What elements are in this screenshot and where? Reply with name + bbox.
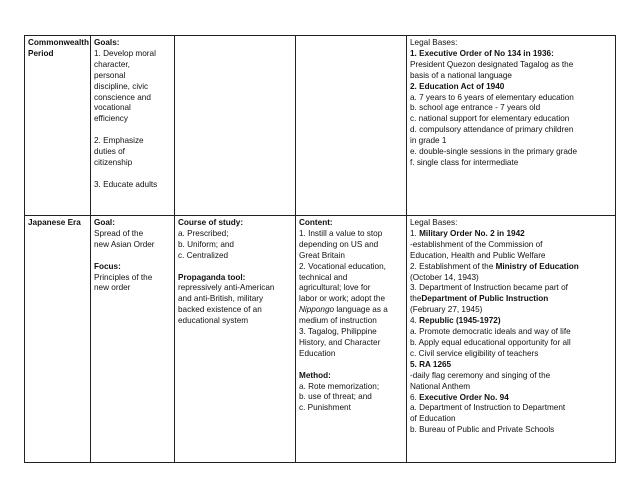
- legal-line: 3. Department of Instruction became part of: [410, 283, 568, 293]
- spacer: [94, 251, 171, 262]
- goals-line: conscience and: [94, 92, 151, 102]
- content-heading: Content:: [299, 218, 333, 227]
- content-line: Education: [299, 348, 336, 358]
- course-line: b. Uniform; and: [178, 239, 234, 249]
- content-cell-empty: [296, 36, 407, 216]
- focus-heading: Focus:: [94, 261, 121, 271]
- propaganda-line: repressively anti-American: [178, 283, 275, 293]
- course-heading: Course of study:: [178, 218, 244, 227]
- legal-line: b. school age entrance - 7 years old: [410, 103, 541, 113]
- goals-heading: Goals:: [94, 38, 120, 47]
- content-line: agricultural; love for: [299, 283, 371, 293]
- goals-line: citizenship: [94, 157, 133, 167]
- legal-line: a. 7 years to 6 years of elementary education: [410, 92, 574, 102]
- executive-order-title: Executive Order No. 94: [419, 392, 509, 402]
- period-label-line: Japanese Era: [28, 218, 81, 227]
- nippongo-rest: language as a: [334, 305, 388, 315]
- goals-line: 2. Emphasize: [94, 136, 144, 146]
- propaganda-line: and anti-British, military: [178, 294, 264, 304]
- legal-line: (October 14, 1943): [410, 272, 479, 282]
- legal-line: b. Apply equal educational opportunity for all: [410, 337, 571, 347]
- legal-bases-cell: [407, 216, 616, 463]
- course-line: c. Centralized: [178, 250, 229, 260]
- course-line: a. Prescribed;: [178, 228, 229, 238]
- legal-line: a. Promote democratic ideals and way of life: [410, 327, 571, 337]
- military-order-title: Military Order No. 2 in 1942: [419, 228, 525, 238]
- content-line-nippongo: [299, 305, 403, 316]
- content-line: labor or work; adopt the: [299, 294, 386, 304]
- content-line: technical and: [299, 272, 348, 282]
- method-line: a. Rote memorization;: [299, 381, 380, 391]
- ministry-title: Ministry of Education: [495, 261, 579, 271]
- goals-line: 1. Develop moral: [94, 48, 156, 58]
- goal-heading: Goal:: [94, 218, 115, 227]
- goals-line: efficiency: [94, 114, 128, 124]
- legal-line: f. single class for intermediate: [410, 157, 519, 167]
- goals-line: character,: [94, 59, 130, 69]
- legal-item-number: 1.: [410, 228, 420, 238]
- legal-heading: Legal Bases:: [410, 218, 458, 227]
- legal-line: National Anthem: [410, 381, 471, 391]
- legal-line: Education, Health and Public Welfare: [410, 250, 546, 260]
- legal-item-title: [410, 229, 612, 240]
- legal-line: of Education: [410, 414, 456, 424]
- content-line: 2. Vocational education,: [299, 261, 386, 271]
- nippongo-term: Nippongo: [299, 305, 335, 315]
- legal-line: President Quezon designated Tagalog as the: [410, 59, 574, 69]
- legal-line: in grade 1: [410, 136, 447, 146]
- period-label-line: Period: [28, 48, 54, 58]
- goals-line: vocational: [94, 103, 131, 113]
- period-label-line: Commonwealth: [28, 38, 89, 47]
- legal-line: a. Department of Instruction to Department: [410, 403, 566, 413]
- goal-line: new Asian Order: [94, 239, 155, 249]
- legal-line: (February 27, 1945): [410, 305, 483, 315]
- legal-bases-cell: [407, 36, 616, 216]
- content-line: History, and Character: [299, 337, 381, 347]
- course-cell: [175, 216, 296, 463]
- propaganda-line: backed existence of an: [178, 305, 262, 315]
- legal-line: d. compulsory attendance of primary children: [410, 125, 574, 135]
- propaganda-heading: Propaganda tool:: [178, 272, 246, 282]
- republic-title: Republic (1945-1972): [419, 316, 501, 326]
- focus-line: new order: [94, 283, 131, 293]
- goals-cell: [91, 36, 175, 216]
- period-cell: [25, 216, 91, 463]
- legal-line: c. national support for elementary education: [410, 114, 570, 124]
- content-line: depending on US and: [299, 239, 379, 249]
- legal-item-title: 1. Executive Order of No 134 in 1936:: [410, 48, 554, 58]
- content-line: 3. Tagalog, Philippine: [299, 327, 377, 337]
- spacer: [94, 125, 171, 136]
- focus-line: Principles of the: [94, 272, 153, 282]
- spacer: [178, 262, 292, 273]
- method-line: b. use of threat; and: [299, 392, 372, 402]
- table-row-commonwealth: [25, 36, 616, 216]
- legal-heading: Legal Bases:: [410, 38, 458, 47]
- legal-item-title: 2. Education Act of 1940: [410, 81, 505, 91]
- method-heading: Method:: [299, 370, 331, 380]
- goal-line: Spread of the: [94, 228, 144, 238]
- propaganda-line: educational system: [178, 316, 249, 326]
- legal-item-title: [410, 316, 612, 327]
- legal-line: b. Bureau of Public and Private Schools: [410, 425, 555, 435]
- spacer: [299, 360, 403, 371]
- goals-line: discipline, civic: [94, 81, 149, 91]
- goals-line: duties of: [94, 147, 125, 157]
- content-line: 1. Instill a value to stop: [299, 228, 383, 238]
- legal-line: e. double-single sessions in the primary grade: [410, 147, 578, 157]
- ra-title: 5. RA 1265: [410, 359, 452, 369]
- history-table: [24, 35, 616, 463]
- legal-line: basis of a national language: [410, 70, 512, 80]
- legal-item-title: [410, 393, 612, 404]
- goal-cell: [91, 216, 175, 463]
- legal-item-title: [410, 294, 612, 305]
- method-line: c. Punishment: [299, 403, 351, 413]
- legal-item-prefix: the: [410, 294, 422, 304]
- legal-item-number: 4.: [410, 316, 420, 326]
- legal-item-prefix: 2. Establishment of the: [410, 261, 496, 271]
- legal-item-title: [410, 262, 612, 273]
- content-line: Great Britain: [299, 250, 345, 260]
- legal-item-number: 6.: [410, 392, 420, 402]
- content-line: medium of instruction: [299, 316, 377, 326]
- period-cell: [25, 36, 91, 216]
- table-row-japanese-era: [25, 216, 616, 463]
- content-cell: [296, 216, 407, 463]
- goals-line: 3. Educate adults: [94, 179, 158, 189]
- legal-line: c. Civil service eligibility of teachers: [410, 348, 539, 358]
- goals-line: personal: [94, 70, 126, 80]
- legal-line: -daily flag ceremony and singing of the: [410, 370, 551, 380]
- department-title: Department of Public Instruction: [421, 294, 549, 304]
- spacer: [94, 169, 171, 180]
- legal-line: -establishment of the Commission of: [410, 239, 543, 249]
- course-cell-empty: [175, 36, 296, 216]
